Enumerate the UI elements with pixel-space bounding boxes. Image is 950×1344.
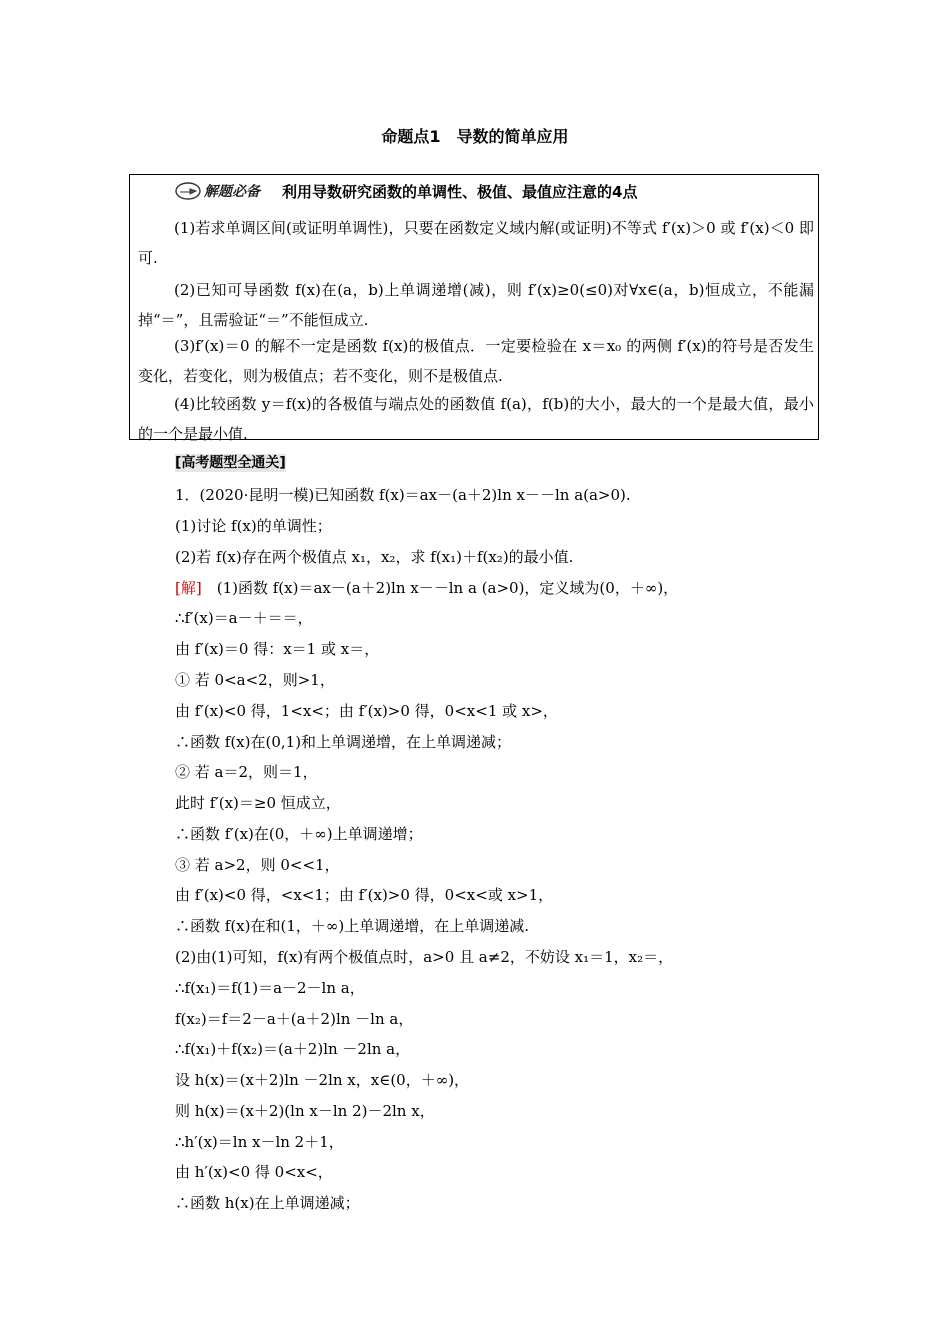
badge-label: 解题必备 [204,184,260,200]
solution-line: (2)由(1)可知，f(x)有两个极值点时，a>0 且 a≠2，不妨设 x₁＝1，x₂＝， [175,948,674,966]
solution-label: [解] [175,579,202,597]
solution-line: ③ 若 a>2，则 0<<1， [175,856,340,874]
solution-line: ① 若 0<a<2，则>1， [175,671,335,689]
solution-text: (1)函数 f(x)＝ax－(a＋2)ln x－－ln a (a>0)，定义域为(0，＋∞)， [201,579,679,597]
solution-first-line [175,577,678,598]
solution-line: 由 h′(x)<0 得 0<x<， [175,1163,333,1181]
box-heading: 利用导数研究函数的单调性、极值、最值应注意的4点 [282,182,638,201]
section-tag: [高考题型全通关] [175,455,286,471]
problem-number: 1． [175,486,200,504]
key-point-3: (3)f′(x)＝0 的解不一定是函数 f(x)的极值点．一定要检验在 x＝x₀ 的两侧 f′(x)的符号是否发生变化，若变化，则为极值点；若不变化，则不是极值点. [138,337,814,385]
solution-line: ∴h′(x)＝ln x－ln 2＋1， [175,1133,344,1151]
solution-line: 由 f′(x)＝0 得：x＝1 或 x＝， [175,640,380,658]
solution-line: ∴f(x₁)＋f(x₂)＝(a＋2)ln －2ln a， [175,1040,411,1058]
solution-line: ∴f(x₁)＝f(1)＝a－2－ln a， [175,979,365,997]
solution-line: 则 h(x)＝(x＋2)(ln x－ln 2)－2ln x， [175,1102,435,1120]
solution-line: 由 f′(x)<0 得，<x<1；由 f′(x)>0 得，0<x<或 x>1， [175,886,554,904]
key-point-2: (2)已知可导函数 f(x)在(a，b)上单调递增(减)，则 f′(x)≥0(≤0)对∀x∈(a，b)恒成立，不能漏掉“＝”，且需验证“＝”不能恒成立. [138,281,814,329]
solution-line: ∴函数 h(x)在上单调递减； [175,1194,360,1212]
problem-part-1: (1)讨论 f(x)的单调性； [175,517,332,535]
key-point-1: (1)若求单调区间(或证明单调性)，只要在函数定义域内解(或证明)不等式 f′(x)＞0 或 f′(x)＜0 即可. [138,219,814,267]
key-point-4: (4)比较函数 y＝f(x)的各极值与端点处的函数值 f(a)，f(b)的大小，最大的一个是最大值，最小的一个是最小值. [138,395,814,443]
solution-essentials-badge [175,181,260,201]
solution-line: f(x₂)＝f＝2－a＋(a＋2)ln －ln a， [175,1010,414,1028]
box-header [175,181,637,201]
problem-stem [175,484,631,505]
problem-source: (2020·昆明一模) [199,486,315,504]
pointing-hand-icon [175,182,201,200]
key-points-box [129,174,819,443]
solution-line: ∴f′(x)＝a－＋＝＝， [175,609,313,627]
solution-line: ∴函数 f(x)在(0,1)和上单调递增，在上单调递减； [175,733,512,751]
solution-line: ∴函数 f′(x)在(0，＋∞)上单调递增； [175,825,423,843]
solution-line: 由 f′(x)<0 得，1<x<；由 f′(x)>0 得，0<x<1 或 x>， [175,702,558,720]
section-tag-line [175,452,286,472]
problem-part-2: (2)若 f(x)存在两个极值点 x₁，x₂，求 f(x₁)＋f(x₂)的最小值. [175,548,574,566]
solution-line: ② 若 a＝2，则＝1， [175,763,318,781]
solution-line: 设 h(x)＝(x＋2)ln －2ln x，x∈(0，＋∞)， [175,1071,470,1089]
solution-line: ∴函数 f(x)在和(1，＋∞)上单调递增，在上单调递减. [175,917,529,935]
problem-statement: 已知函数 f(x)＝ax－(a＋2)ln x－－ln a(a>0). [314,486,631,504]
solution-line: 此时 f′(x)＝≥0 恒成立， [175,794,341,812]
page-title: 命题点1 导数的简单应用 [381,127,569,146]
